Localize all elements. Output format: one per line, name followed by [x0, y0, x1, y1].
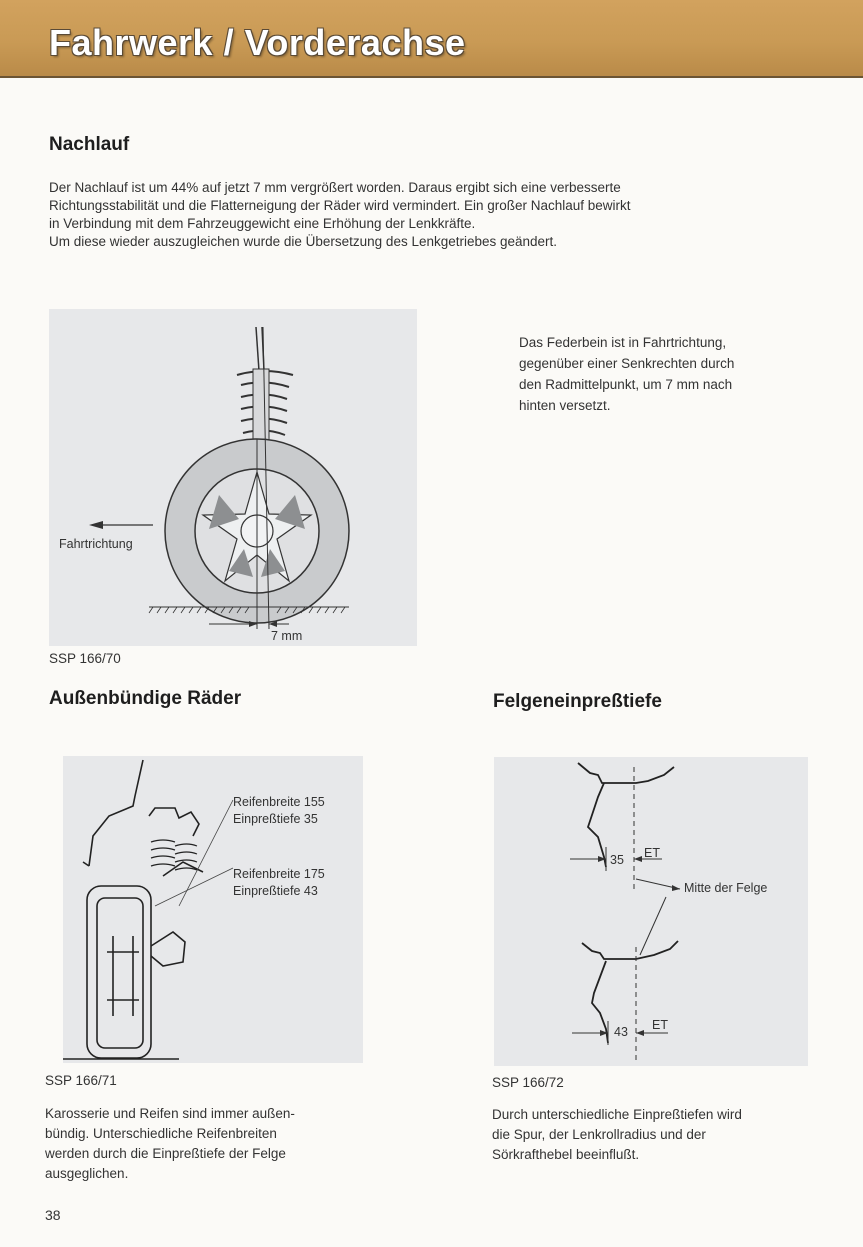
caster-figure: [49, 309, 417, 646]
nachlauf-paragraph: [49, 179, 631, 251]
paragraph-line: hinten versetzt.: [519, 398, 611, 413]
bottom-offset-value: 43: [614, 1025, 628, 1039]
rim-offset-figure: [494, 757, 808, 1066]
paragraph-line: Der Nachlauf ist um 44% auf jetzt 7 mm vergrößert worden. Daraus ergibt sich eine verbesserte: [49, 180, 621, 195]
paragraph-line: Um diese wieder auszugleichen wurde die Übersetzung des Lenkgetriebes geändert.: [49, 234, 558, 249]
paragraph-line: die Spur, der Lenkrollradius und der: [492, 1127, 706, 1142]
figure-caption: SSP 166/70: [49, 651, 121, 666]
tire-label-175: [233, 866, 325, 900]
paragraph-line: Karosserie und Reifen sind immer außen-: [45, 1106, 295, 1121]
bottom-et-label: ET: [652, 1018, 668, 1032]
paragraph-line: Sörkrafthebel beeinflußt.: [492, 1147, 640, 1162]
top-et-label: ET: [644, 846, 660, 860]
tire-width-155: Reifenbreite 155: [233, 795, 325, 809]
paragraph-line: bündig. Unterschiedliche Reifenbreiten: [45, 1126, 277, 1141]
page-number: 38: [45, 1207, 61, 1223]
paragraph-line: den Radmittelpunkt, um 7 mm nach: [519, 377, 733, 392]
flush-wheels-figure: [63, 756, 363, 1063]
offset-43: Einpreßtiefe 43: [233, 884, 318, 898]
paragraph-line: werden durch die Einpreßtiefe der Felge: [45, 1146, 286, 1161]
section-heading-felgeneinpresstiefe: Felgeneinpreßtiefe: [493, 691, 662, 712]
figure-caption: SSP 166/72: [492, 1075, 564, 1090]
paragraph-line: Das Federbein ist in Fahrtrichtung,: [519, 335, 727, 350]
page-header-banner: [0, 0, 863, 77]
section-heading-aussenbuendig: Außenbündige Räder: [49, 688, 242, 709]
header-divider: [0, 76, 863, 78]
felge-paragraph: [492, 1105, 742, 1165]
paragraph-line: Richtungsstabilität und die Flatterneigung der Räder wird vermindert. Ein großer Nachlauf bewirkt: [49, 198, 631, 213]
direction-label: Fahrtrichtung: [59, 537, 133, 551]
tire-width-175: Reifenbreite 175: [233, 867, 325, 881]
paragraph-line: gegenüber einer Senkrechten durch: [519, 356, 735, 371]
caster-drawing: [49, 309, 417, 646]
paragraph-line: in Verbindung mit dem Fahrzeuggewicht eine Erhöhung der Lenkkräfte.: [49, 216, 476, 231]
top-offset-value: 35: [610, 853, 624, 867]
caster-side-note: [519, 332, 734, 416]
paragraph-line: Durch unterschiedliche Einpreßtiefen wird: [492, 1107, 742, 1122]
rim-center-label: Mitte der Felge: [684, 881, 768, 895]
aussen-paragraph: [45, 1104, 295, 1184]
rim-offset-drawing: [494, 757, 808, 1066]
figure-caption: SSP 166/71: [45, 1073, 117, 1088]
section-heading-nachlauf: Nachlauf: [49, 134, 130, 155]
offset-label: 7 mm: [271, 629, 303, 643]
offset-35: Einpreßtiefe 35: [233, 812, 318, 826]
tire-label-155: [233, 794, 325, 828]
page-title: Fahrwerk / Vorderachse: [49, 22, 466, 63]
paragraph-line: ausgeglichen.: [45, 1166, 129, 1181]
